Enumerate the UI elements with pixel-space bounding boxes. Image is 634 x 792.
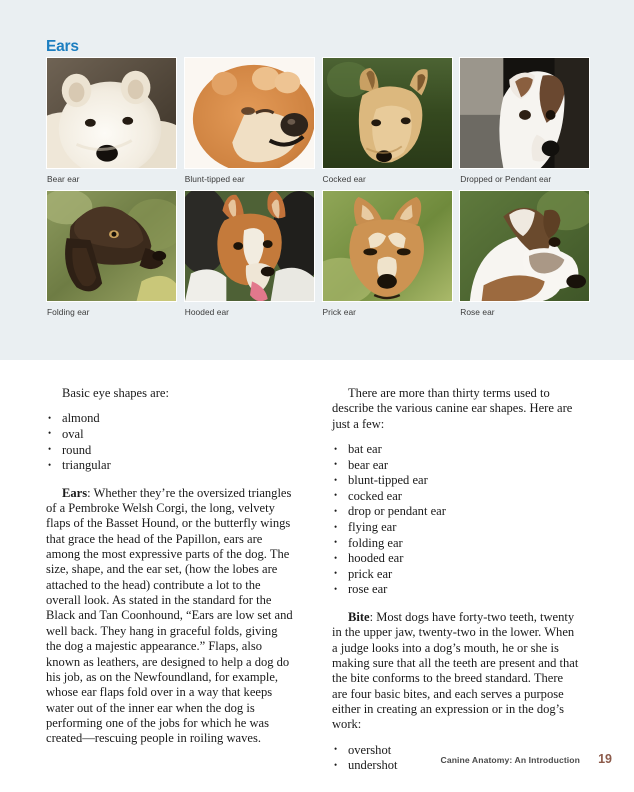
photo-hooded-ear <box>184 190 315 302</box>
left-text-column <box>46 386 294 747</box>
photo-dropped-pendant-ear <box>459 57 590 169</box>
figure-caption: Cocked ear <box>322 174 366 184</box>
ear-terms-list <box>332 442 580 598</box>
list-item: • oval <box>46 427 294 443</box>
bite-runin-label: Bite <box>348 609 370 624</box>
list-item: • undershot <box>332 758 580 774</box>
spacer <box>46 474 294 486</box>
figure-folding-ear <box>46 190 178 317</box>
ears-paragraph <box>46 486 294 747</box>
list-item: • cocked ear <box>332 489 580 505</box>
ear-terms-lead: There are more than thirty terms used to describe the various canine ear shapes. Here are just a few: <box>332 386 573 431</box>
figure-caption: Dropped or Pendant ear <box>460 174 552 184</box>
list-item: • almond <box>46 411 294 427</box>
list-item: • bear ear <box>332 458 580 474</box>
photo-folding-ear <box>46 190 177 302</box>
list-item: • hooded ear <box>332 551 580 567</box>
figure-caption: Hooded ear <box>184 307 230 318</box>
photo-bear-ear <box>46 57 177 169</box>
eye-shapes-list <box>46 411 294 473</box>
photo-rose-ear <box>459 190 590 302</box>
list-item: • round <box>46 443 294 459</box>
list-item: • drop or pendant ear <box>332 504 580 520</box>
figure-dropped-pendant-ear <box>459 57 591 184</box>
footer-chapter-title: Canine Anatomy: An Introduction <box>440 755 580 765</box>
figure-bear-ear <box>46 57 178 184</box>
list-item: • flying ear <box>332 520 580 536</box>
figure-caption: Bear ear <box>47 174 80 184</box>
figure-row <box>46 57 591 184</box>
spacer <box>332 598 580 610</box>
page-footer <box>0 752 634 780</box>
right-text-column <box>332 386 580 774</box>
list-item: • rose ear <box>332 582 580 598</box>
figure-row <box>46 190 591 317</box>
figure-caption: Blunt-tipped ear <box>184 174 245 184</box>
list-item: • folding ear <box>332 536 580 552</box>
figure-blunt-tipped-ear <box>184 57 316 184</box>
figure-grid <box>46 57 591 317</box>
eye-shapes-lead: Basic eye shapes are: <box>62 386 169 400</box>
figure-hooded-ear <box>184 190 316 317</box>
ears-paragraph-text: : Whether they’re the oversized triangles of a Pembroke Welsh Corgi, the long, velvety flaps of the Basset Hound, or the butterfly wings that grace the head of the Papillon, ears are among the most expressive parts of the dog. The size, shape, and the ear set, (how the lobes are attached to the head) contribute a lot to the overall look. As stated in the standard for the Black and Tan Coonhound, “Ears are low set and well back. They hang in graceful folds, giving the dog a majestic appearance.” Flaps, also known as leathers, are designed to help a dog do his job, as on the Newfoundland, for example, whose ear flaps fold over in a way that keeps water out of the inner ear when the dog is performing one of the jobs for which he was created—rescuing people in roiling waves. <box>46 485 293 746</box>
figure-prick-ear <box>322 190 454 317</box>
figure-cocked-ear <box>322 57 454 184</box>
list-item: • bat ear <box>332 442 580 458</box>
page-title: Ears <box>46 38 79 55</box>
photo-prick-ear <box>322 190 453 302</box>
list-item: • blunt-tipped ear <box>332 473 580 489</box>
ears-runin-label: Ears <box>62 485 88 500</box>
figure-caption: Rose ear <box>460 307 495 318</box>
list-item: • overshot <box>332 743 580 759</box>
photo-blunt-tipped-ear <box>184 57 315 169</box>
body-text-area <box>0 360 634 792</box>
page-number: 19 <box>598 752 612 766</box>
bite-paragraph-text: : Most dogs have forty-two teeth, twenty in the upper jaw, twenty-two in the lower. When a judge looks into a dog’s mouth, he or she is making sure that all the teeth are present and that the bite conforms to the breed standard. There are four basic bites, and each serves a purpose either in creating an expression or in the dog’s work: <box>332 609 579 732</box>
list-item: • triangular <box>46 458 294 474</box>
figure-caption: Prick ear <box>322 307 356 318</box>
figure-rose-ear <box>459 190 591 317</box>
figure-caption: Folding ear <box>47 307 90 318</box>
ears-figure-panel <box>0 0 634 360</box>
bite-paragraph <box>332 610 580 733</box>
list-item: • prick ear <box>332 567 580 583</box>
photo-cocked-ear <box>322 57 453 169</box>
